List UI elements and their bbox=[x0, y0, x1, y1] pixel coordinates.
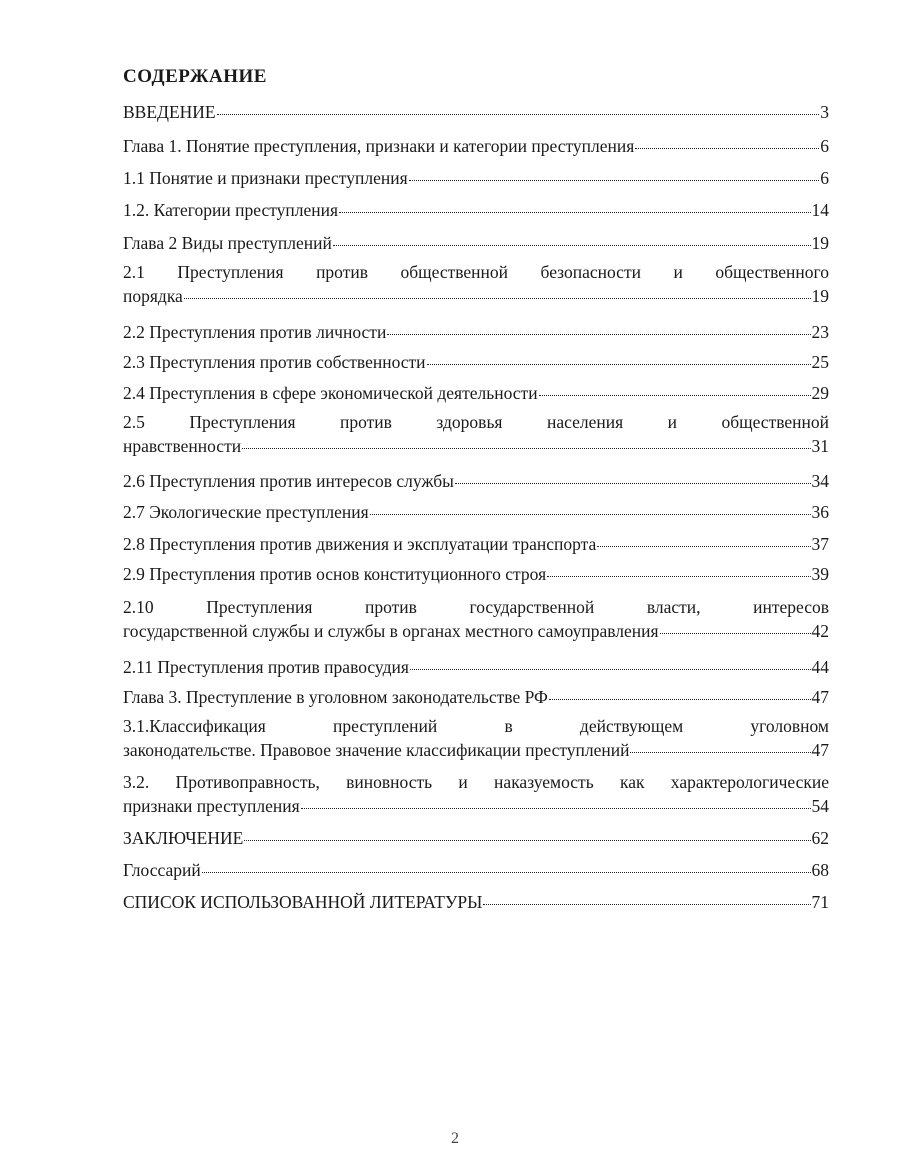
dot-leader bbox=[539, 395, 811, 396]
toc-entry[interactable] bbox=[123, 166, 829, 190]
dot-leader bbox=[635, 148, 819, 149]
dot-leader bbox=[547, 576, 810, 577]
dot-leader bbox=[427, 364, 811, 365]
toc-entry[interactable] bbox=[123, 770, 829, 818]
toc-entry-page: 3 bbox=[820, 102, 829, 122]
toc-entry[interactable] bbox=[123, 381, 829, 405]
toc-entry-page: 25 bbox=[811, 352, 829, 372]
toc-entry-title: 1.2. Категории преступления bbox=[123, 200, 339, 220]
toc-entry-title: 2.6 Преступления против интересов службы bbox=[123, 471, 454, 491]
toc-entry-page: 54 bbox=[811, 796, 829, 816]
toc-entry-title: 2.8 Преступления против движения и эксплуатации транспорта bbox=[123, 534, 597, 554]
dot-leader bbox=[549, 699, 811, 700]
toc-entry-title-line: 2.5 Преступления против здоровья населения и общественной bbox=[123, 412, 829, 432]
dot-leader bbox=[387, 334, 810, 335]
toc-entry-page: 14 bbox=[811, 200, 829, 220]
dot-leader bbox=[339, 212, 810, 213]
toc-entry-title: порядка bbox=[123, 286, 183, 306]
toc-entry[interactable] bbox=[123, 469, 829, 493]
toc-entry[interactable] bbox=[123, 826, 829, 850]
toc-entry[interactable] bbox=[123, 562, 829, 586]
toc-entry[interactable] bbox=[123, 100, 829, 124]
page-number: 2 bbox=[451, 1130, 459, 1147]
toc-entry-page: 62 bbox=[811, 828, 829, 848]
toc-entry-title: Глоссарий bbox=[123, 860, 201, 880]
toc-entry[interactable] bbox=[123, 595, 829, 643]
toc-entry-page: 42 bbox=[811, 621, 829, 641]
toc-entry[interactable] bbox=[123, 410, 829, 458]
toc-entry-page: 47 bbox=[811, 740, 829, 760]
dot-leader bbox=[184, 298, 811, 299]
toc-entry-page: 39 bbox=[811, 564, 829, 584]
toc-entry-title: Глава 3. Преступление в уголовном законодательстве РФ bbox=[123, 687, 548, 707]
toc-entry-title-line: 2.10 Преступления против государственной власти, интересов bbox=[123, 597, 829, 617]
toc-entry[interactable] bbox=[123, 890, 829, 914]
toc-entry-title: государственной службы и службы в органах местного самоуправления bbox=[123, 621, 659, 641]
toc-entry-page: 29 bbox=[811, 383, 829, 403]
toc-entry[interactable] bbox=[123, 714, 829, 762]
toc-entry-title: 1.1 Понятие и признаки преступления bbox=[123, 168, 408, 188]
toc-entry[interactable] bbox=[123, 532, 829, 556]
toc-entry-page: 36 bbox=[811, 502, 829, 522]
toc-entry[interactable] bbox=[123, 231, 829, 255]
dot-leader bbox=[333, 245, 811, 246]
toc-entry-title: нравственности bbox=[123, 436, 242, 456]
toc-entry-title: признаки преступления bbox=[123, 796, 300, 816]
toc-entry-title: 2.2 Преступления против личности bbox=[123, 322, 387, 342]
toc-entry-page: 31 bbox=[811, 436, 829, 456]
dot-leader bbox=[455, 483, 811, 484]
toc-entry[interactable] bbox=[123, 350, 829, 374]
dot-leader bbox=[483, 904, 810, 905]
toc-entry-title: ЗАКЛЮЧЕНИЕ bbox=[123, 828, 244, 848]
toc-entry[interactable] bbox=[123, 655, 829, 679]
toc-entry[interactable] bbox=[123, 320, 829, 344]
toc-entry-title: СПИСОК ИСПОЛЬЗОВАННОЙ ЛИТЕРАТУРЫ bbox=[123, 892, 483, 912]
dot-leader bbox=[597, 546, 810, 547]
toc-entry-title: 2.9 Преступления против основ конституционного строя bbox=[123, 564, 547, 584]
toc-entry-page: 23 bbox=[811, 322, 829, 342]
toc-entry[interactable] bbox=[123, 500, 829, 524]
toc-entry[interactable] bbox=[123, 858, 829, 882]
dot-leader bbox=[660, 633, 811, 634]
toc-entry[interactable] bbox=[123, 260, 829, 308]
toc-entry-title: ВВЕДЕНИЕ bbox=[123, 102, 216, 122]
toc-entry-page: 47 bbox=[811, 687, 829, 707]
toc-entry-page: 19 bbox=[811, 286, 829, 306]
toc-entry-title: 2.3 Преступления против собственности bbox=[123, 352, 426, 372]
toc-entry-title: 2.7 Экологические преступления bbox=[123, 502, 369, 522]
dot-leader bbox=[370, 514, 811, 515]
dot-leader bbox=[242, 448, 810, 449]
toc-entry[interactable] bbox=[123, 134, 829, 158]
toc-entry-title: законодательстве. Правовое значение классификации преступлений bbox=[123, 740, 630, 760]
toc-entry-title-line: 3.2. Противоправность, виновность и наказуемость как характерологические bbox=[123, 772, 829, 792]
toc-entry-page: 37 bbox=[811, 534, 829, 554]
toc-entry[interactable] bbox=[123, 685, 829, 709]
toc-entry-page: 6 bbox=[820, 136, 829, 156]
dot-leader bbox=[202, 872, 811, 873]
toc-entry-page: 44 bbox=[811, 657, 829, 677]
dot-leader bbox=[630, 752, 810, 753]
page-title: СОДЕРЖАНИЕ bbox=[123, 66, 267, 87]
toc-entry-page: 68 bbox=[811, 860, 829, 880]
toc-entry-page: 71 bbox=[811, 892, 829, 912]
toc-entry-page: 6 bbox=[820, 168, 829, 188]
toc-entry[interactable] bbox=[123, 198, 829, 222]
toc-entry-page: 34 bbox=[811, 471, 829, 491]
dot-leader bbox=[301, 808, 811, 809]
dot-leader bbox=[244, 840, 810, 841]
toc-entry-title: Глава 2 Виды преступлений bbox=[123, 233, 332, 253]
toc-entry-page: 19 bbox=[811, 233, 829, 253]
dot-leader bbox=[410, 669, 811, 670]
toc-entry-title-line: 3.1.Классификация преступлений в действующем уголовном bbox=[123, 716, 829, 736]
toc-entry-title: Глава 1. Понятие преступления, признаки и категории преступления bbox=[123, 136, 635, 156]
dot-leader bbox=[217, 114, 820, 115]
toc-entry-title: 2.11 Преступления против правосудия bbox=[123, 657, 409, 677]
toc-entry-title-line: 2.1 Преступления против общественной безопасности и общественного bbox=[123, 262, 829, 282]
toc-entry-title: 2.4 Преступления в сфере экономической деятельности bbox=[123, 383, 538, 403]
dot-leader bbox=[409, 180, 820, 181]
